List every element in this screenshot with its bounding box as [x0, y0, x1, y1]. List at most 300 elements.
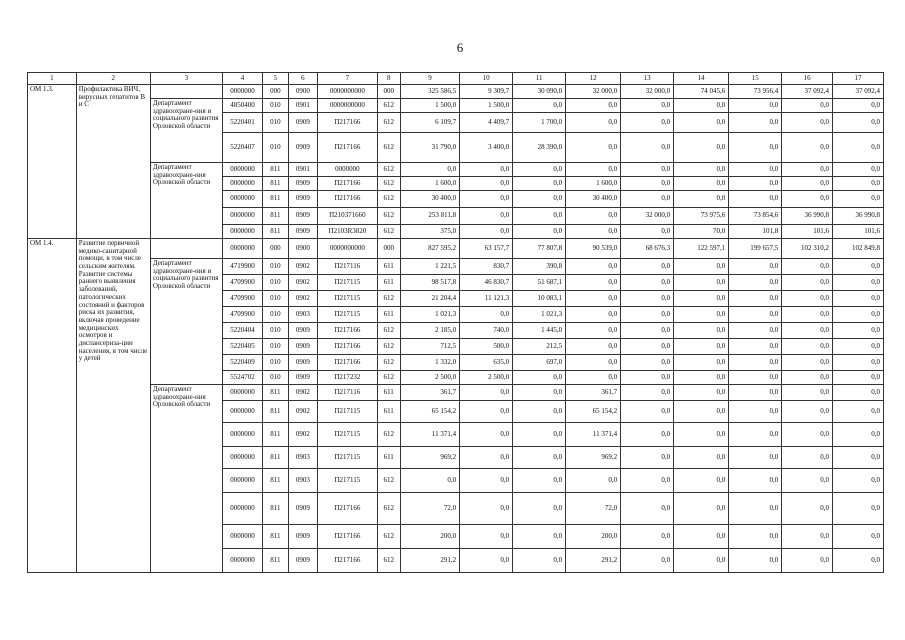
ministry-code: 811: [263, 401, 288, 423]
grbs-code: 4850400: [222, 99, 262, 113]
section-code: 0901: [288, 99, 318, 113]
year-amount: 0,0: [460, 177, 513, 191]
year-amount: 0,0: [833, 385, 884, 401]
year-amount: 0,0: [621, 385, 674, 401]
expense-type: 612: [377, 99, 400, 113]
year-amount: 0,0: [621, 259, 674, 275]
grbs-code: 0000000: [222, 191, 262, 208]
year-amount: 0,0: [833, 191, 884, 208]
responsible-department: [150, 239, 222, 259]
year-amount: 0,0: [833, 291, 884, 307]
target-article: П217116: [318, 385, 377, 401]
year-amount: 0,0: [621, 133, 674, 163]
section-code: 0909: [288, 208, 318, 225]
year-amount: 0,0: [621, 99, 674, 113]
year-amount: 122 597,1: [674, 239, 729, 259]
grbs-code: 0000000: [222, 469, 262, 493]
year-amount: 0,0: [566, 259, 621, 275]
expense-type: 612: [377, 355, 400, 371]
year-amount: 0,0: [782, 447, 833, 469]
target-article: П2103R3820: [318, 225, 377, 239]
year-amount: 0,0: [833, 525, 884, 549]
ministry-code: 811: [263, 423, 288, 447]
column-number: 15: [729, 73, 782, 85]
expense-type: 000: [377, 239, 400, 259]
total-amount: 1 221,5: [400, 259, 459, 275]
section-code: 0902: [288, 275, 318, 291]
section-code: 0909: [288, 549, 318, 573]
year-amount: 0,0: [674, 191, 729, 208]
year-amount: 3 400,0: [460, 133, 513, 163]
year-amount: 0,0: [566, 469, 621, 493]
year-amount: 0,0: [782, 177, 833, 191]
column-number: 9: [400, 73, 459, 85]
total-amount: 1 332,0: [400, 355, 459, 371]
ministry-code: 010: [263, 371, 288, 385]
year-amount: 0,0: [621, 493, 674, 525]
year-amount: 0,0: [513, 549, 566, 573]
year-amount: 0,0: [513, 191, 566, 208]
year-amount: 0,0: [782, 401, 833, 423]
expense-type: 612: [377, 163, 400, 177]
grbs-code: 0000000: [222, 163, 262, 177]
section-code: 0903: [288, 469, 318, 493]
year-amount: 0,0: [782, 163, 833, 177]
target-article: П217166: [318, 177, 377, 191]
target-article: П217166: [318, 355, 377, 371]
expense-type: 612: [377, 493, 400, 525]
ministry-code: 010: [263, 133, 288, 163]
year-amount: 65 154,2: [566, 401, 621, 423]
year-amount: 0,0: [460, 208, 513, 225]
ministry-code: 010: [263, 339, 288, 355]
year-amount: 0,0: [566, 275, 621, 291]
year-amount: 0,0: [833, 99, 884, 113]
year-amount: 0,0: [729, 385, 782, 401]
year-amount: 0,0: [729, 259, 782, 275]
responsible-department: Департамент здравоохране-ния Орловской области: [150, 163, 222, 239]
year-amount: 0,0: [460, 469, 513, 493]
year-amount: 0,0: [674, 469, 729, 493]
expense-type: 612: [377, 339, 400, 355]
year-amount: 102 849,8: [833, 239, 884, 259]
year-amount: 0,0: [621, 423, 674, 447]
year-amount: 0,0: [566, 113, 621, 133]
responsible-department: Департамент здравоохране-ния и социального развития Орловской области: [150, 99, 222, 163]
total-amount: 72,0: [400, 493, 459, 525]
table-row: [28, 85, 884, 99]
year-amount: 0,0: [566, 291, 621, 307]
year-amount: 0,0: [674, 355, 729, 371]
section-code: 0900: [288, 85, 318, 99]
year-amount: 0,0: [460, 525, 513, 549]
year-amount: 0,0: [833, 549, 884, 573]
year-amount: 1 600,0: [566, 177, 621, 191]
year-amount: 0,0: [833, 275, 884, 291]
target-article: 0000000000: [318, 99, 377, 113]
year-amount: 0,0: [674, 323, 729, 339]
target-article: П217116: [318, 259, 377, 275]
column-number: 7: [318, 73, 377, 85]
year-amount: 0,0: [513, 525, 566, 549]
year-amount: 0,0: [782, 423, 833, 447]
grbs-code: 5220401: [222, 113, 262, 133]
year-amount: 0,0: [729, 355, 782, 371]
year-amount: 635,0: [460, 355, 513, 371]
year-amount: 0,0: [729, 339, 782, 355]
target-article: П217166: [318, 323, 377, 339]
column-number: 16: [782, 73, 833, 85]
year-amount: 0,0: [513, 177, 566, 191]
target-article: П217115: [318, 401, 377, 423]
grbs-code: 0000000: [222, 525, 262, 549]
year-amount: 0,0: [513, 208, 566, 225]
year-amount: 0,0: [566, 371, 621, 385]
expense-type: 612: [377, 191, 400, 208]
year-amount: 0,0: [513, 163, 566, 177]
year-amount: 1 700,0: [513, 113, 566, 133]
grbs-code: 0000000: [222, 493, 262, 525]
year-amount: 0,0: [729, 401, 782, 423]
year-amount: 0,0: [674, 493, 729, 525]
ministry-code: 010: [263, 355, 288, 371]
expense-type: 612: [377, 469, 400, 493]
expense-type: 612: [377, 133, 400, 163]
year-amount: 0,0: [729, 307, 782, 323]
grbs-code: 5220404: [222, 323, 262, 339]
year-amount: 0,0: [782, 549, 833, 573]
year-amount: 0,0: [674, 339, 729, 355]
year-amount: 0,0: [782, 191, 833, 208]
year-amount: 0,0: [833, 469, 884, 493]
year-amount: 0,0: [729, 525, 782, 549]
year-amount: 0,0: [729, 447, 782, 469]
year-amount: 0,0: [674, 549, 729, 573]
column-number: 1: [28, 73, 77, 85]
year-amount: 0,0: [460, 385, 513, 401]
section-code: 0909: [288, 225, 318, 239]
table-row: [28, 99, 884, 113]
total-amount: 11 371,4: [400, 423, 459, 447]
target-article: П217166: [318, 113, 377, 133]
year-amount: 0,0: [782, 371, 833, 385]
total-amount: 827 595,2: [400, 239, 459, 259]
year-amount: 0,0: [833, 133, 884, 163]
year-amount: 0,0: [621, 113, 674, 133]
year-amount: 73 956,4: [729, 85, 782, 99]
year-amount: 32 000,0: [566, 85, 621, 99]
total-amount: 969,2: [400, 447, 459, 469]
column-number-row: [28, 73, 884, 85]
table-row: [28, 385, 884, 401]
year-amount: 361,7: [566, 385, 621, 401]
column-number: 5: [263, 73, 288, 85]
year-amount: 0,0: [460, 225, 513, 239]
measure-name: Развитие первичной медико-санитарной помощи, в том числе сельским жителям. Развитие системы раннего выявления заболеваний, патологических состояний и факторов риска их развития, включая проведение медицинских осмотров и диспансериза-ции населения, в том числе у детей: [76, 239, 150, 573]
year-amount: 0,0: [782, 133, 833, 163]
grbs-code: 0000000: [222, 85, 262, 99]
table-row: [28, 259, 884, 275]
year-amount: 36 990,8: [782, 208, 833, 225]
column-number: 4: [222, 73, 262, 85]
year-amount: 70,0: [674, 225, 729, 239]
year-amount: 0,0: [621, 323, 674, 339]
year-amount: 1 445,0: [513, 323, 566, 339]
table-row: [28, 239, 884, 259]
section-code: 0909: [288, 371, 318, 385]
grbs-code: 0000000: [222, 225, 262, 239]
year-amount: 0,0: [674, 275, 729, 291]
year-amount: 0,0: [782, 385, 833, 401]
year-amount: 73 975,6: [674, 208, 729, 225]
budget-table: [27, 72, 884, 573]
year-amount: 0,0: [621, 469, 674, 493]
year-amount: 199 657,5: [729, 239, 782, 259]
year-amount: 0,0: [674, 99, 729, 113]
expense-type: 612: [377, 525, 400, 549]
year-amount: 0,0: [782, 355, 833, 371]
year-amount: 0,0: [460, 191, 513, 208]
target-article: П217115: [318, 275, 377, 291]
year-amount: 0,0: [729, 163, 782, 177]
year-amount: 37 092,4: [782, 85, 833, 99]
year-amount: 0,0: [621, 163, 674, 177]
column-number: 11: [513, 73, 566, 85]
year-amount: 0,0: [729, 191, 782, 208]
ministry-code: 010: [263, 275, 288, 291]
year-amount: 0,0: [729, 291, 782, 307]
year-amount: 0,0: [782, 307, 833, 323]
section-code: 0903: [288, 447, 318, 469]
year-amount: 0,0: [782, 339, 833, 355]
ministry-code: 811: [263, 225, 288, 239]
year-amount: 2 500,0: [460, 371, 513, 385]
year-amount: 0,0: [833, 339, 884, 355]
ministry-code: 010: [263, 99, 288, 113]
year-amount: 0,0: [729, 493, 782, 525]
section-code: 0902: [288, 291, 318, 307]
grbs-code: 0000000: [222, 239, 262, 259]
target-article: П217166: [318, 339, 377, 355]
expense-type: 611: [377, 447, 400, 469]
grbs-code: 4709900: [222, 291, 262, 307]
year-amount: 102 310,2: [782, 239, 833, 259]
year-amount: 0,0: [729, 275, 782, 291]
target-article: П217115: [318, 447, 377, 469]
column-number: 12: [566, 73, 621, 85]
year-amount: 11 121,3: [460, 291, 513, 307]
section-code: 0909: [288, 191, 318, 208]
target-article: П217166: [318, 191, 377, 208]
expense-type: 612: [377, 291, 400, 307]
table-row: [28, 163, 884, 177]
target-article: П210371660: [318, 208, 377, 225]
total-amount: 0,0: [400, 469, 459, 493]
ministry-code: 010: [263, 113, 288, 133]
year-amount: 0,0: [729, 99, 782, 113]
year-amount: 0,0: [460, 549, 513, 573]
year-amount: 0,0: [621, 401, 674, 423]
target-article: 0000000: [318, 163, 377, 177]
year-amount: 0,0: [460, 307, 513, 323]
measure-code: ОМ 1.4.: [28, 239, 77, 573]
year-amount: 0,0: [782, 525, 833, 549]
year-amount: 200,0: [566, 525, 621, 549]
target-article: П217166: [318, 549, 377, 573]
grbs-code: 0000000: [222, 447, 262, 469]
year-amount: 0,0: [782, 275, 833, 291]
year-amount: 0,0: [674, 291, 729, 307]
year-amount: 0,0: [566, 208, 621, 225]
ministry-code: 010: [263, 259, 288, 275]
target-article: П217115: [318, 423, 377, 447]
year-amount: 0,0: [513, 385, 566, 401]
section-code: 0902: [288, 423, 318, 447]
year-amount: 51 687,1: [513, 275, 566, 291]
year-amount: 0,0: [833, 371, 884, 385]
year-amount: 0,0: [833, 401, 884, 423]
year-amount: 32 000,0: [621, 208, 674, 225]
year-amount: 73 854,6: [729, 208, 782, 225]
ministry-code: 010: [263, 307, 288, 323]
column-number: 3: [150, 73, 222, 85]
year-amount: 0,0: [621, 339, 674, 355]
year-amount: 0,0: [782, 99, 833, 113]
year-amount: 0,0: [674, 307, 729, 323]
column-number: 2: [76, 73, 150, 85]
year-amount: 0,0: [833, 493, 884, 525]
year-amount: 0,0: [729, 133, 782, 163]
year-amount: 68 676,3: [621, 239, 674, 259]
section-code: 0902: [288, 401, 318, 423]
year-amount: 0,0: [460, 447, 513, 469]
year-amount: 0,0: [729, 371, 782, 385]
year-amount: 0,0: [460, 493, 513, 525]
year-amount: 28 390,0: [513, 133, 566, 163]
target-article: П217166: [318, 133, 377, 163]
year-amount: 101,6: [833, 225, 884, 239]
ministry-code: 811: [263, 385, 288, 401]
column-number: 13: [621, 73, 674, 85]
year-amount: 0,0: [729, 323, 782, 339]
year-amount: 697,0: [513, 355, 566, 371]
year-amount: 1 500,0: [460, 99, 513, 113]
total-amount: 30 400,0: [400, 191, 459, 208]
year-amount: 10 083,1: [513, 291, 566, 307]
year-amount: 77 807,8: [513, 239, 566, 259]
ministry-code: 811: [263, 191, 288, 208]
year-amount: 500,0: [460, 339, 513, 355]
grbs-code: 0000000: [222, 401, 262, 423]
year-amount: 0,0: [729, 469, 782, 493]
year-amount: 32 000,0: [621, 85, 674, 99]
expense-type: 612: [377, 323, 400, 339]
total-amount: 0,0: [400, 163, 459, 177]
column-number: 6: [288, 73, 318, 85]
section-code: 0909: [288, 339, 318, 355]
year-amount: 0,0: [674, 177, 729, 191]
year-amount: 0,0: [782, 493, 833, 525]
year-amount: 0,0: [674, 401, 729, 423]
target-article: П217166: [318, 525, 377, 549]
year-amount: 37 092,4: [833, 85, 884, 99]
year-amount: 0,0: [729, 177, 782, 191]
year-amount: 0,0: [674, 163, 729, 177]
expense-type: 612: [377, 225, 400, 239]
year-amount: 0,0: [513, 371, 566, 385]
year-amount: 0,0: [513, 469, 566, 493]
year-amount: 0,0: [566, 225, 621, 239]
year-amount: 0,0: [833, 447, 884, 469]
grbs-code: 5220405: [222, 339, 262, 355]
year-amount: 0,0: [833, 177, 884, 191]
year-amount: 0,0: [782, 323, 833, 339]
year-amount: 0,0: [729, 549, 782, 573]
year-amount: 0,0: [513, 225, 566, 239]
year-amount: 0,0: [621, 371, 674, 385]
year-amount: 0,0: [674, 113, 729, 133]
ministry-code: 010: [263, 291, 288, 307]
year-amount: 0,0: [674, 259, 729, 275]
year-amount: 0,0: [833, 259, 884, 275]
year-amount: 0,0: [782, 259, 833, 275]
grbs-code: 4709900: [222, 275, 262, 291]
total-amount: 65 154,2: [400, 401, 459, 423]
year-amount: 0,0: [729, 423, 782, 447]
year-amount: 0,0: [621, 291, 674, 307]
year-amount: 0,0: [729, 113, 782, 133]
total-amount: 21 204,4: [400, 291, 459, 307]
grbs-code: 5524702: [222, 371, 262, 385]
section-code: 0902: [288, 385, 318, 401]
year-amount: 63 157,7: [460, 239, 513, 259]
year-amount: 0,0: [833, 323, 884, 339]
total-amount: 6 109,7: [400, 113, 459, 133]
year-amount: 9 309,7: [460, 85, 513, 99]
total-amount: 291,2: [400, 549, 459, 573]
total-amount: 2 500,0: [400, 371, 459, 385]
year-amount: 0,0: [566, 323, 621, 339]
year-amount: 291,2: [566, 549, 621, 573]
year-amount: 0,0: [621, 447, 674, 469]
year-amount: 0,0: [460, 401, 513, 423]
grbs-code: 5220409: [222, 355, 262, 371]
year-amount: 0,0: [621, 275, 674, 291]
grbs-code: 0000000: [222, 208, 262, 225]
year-amount: 0,0: [621, 191, 674, 208]
grbs-code: 5220407: [222, 133, 262, 163]
expense-type: 611: [377, 307, 400, 323]
expense-type: 612: [377, 423, 400, 447]
year-amount: 0,0: [566, 355, 621, 371]
section-code: 0909: [288, 177, 318, 191]
expense-type: 611: [377, 385, 400, 401]
year-amount: 0,0: [566, 163, 621, 177]
year-amount: 0,0: [833, 423, 884, 447]
year-amount: 212,5: [513, 339, 566, 355]
total-amount: 31 790,0: [400, 133, 459, 163]
total-amount: 98 517,8: [400, 275, 459, 291]
total-amount: 361,7: [400, 385, 459, 401]
target-article: П217115: [318, 307, 377, 323]
total-amount: 200,0: [400, 525, 459, 549]
year-amount: 0,0: [833, 163, 884, 177]
ministry-code: 010: [263, 323, 288, 339]
expense-type: 612: [377, 549, 400, 573]
grbs-code: 0000000: [222, 385, 262, 401]
section-code: 0909: [288, 113, 318, 133]
column-number: 14: [674, 73, 729, 85]
